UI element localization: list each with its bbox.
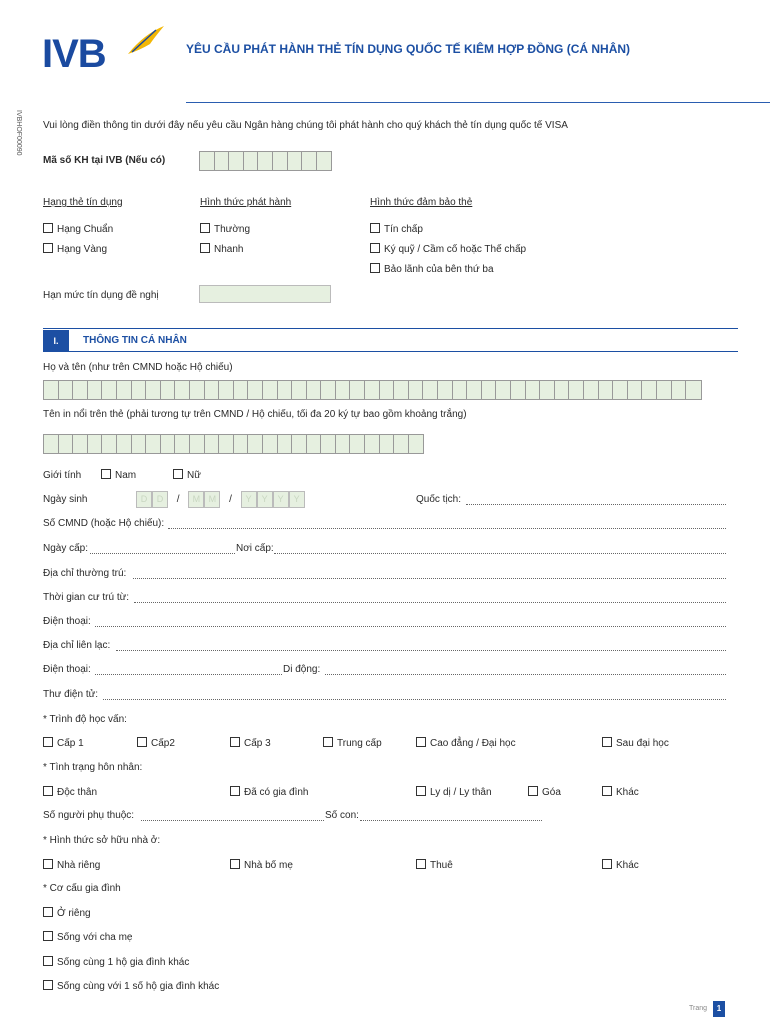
marital-option[interactable]: Đã có gia đình bbox=[230, 786, 309, 798]
nationality-input[interactable] bbox=[466, 496, 726, 505]
char-cell[interactable] bbox=[132, 435, 147, 453]
logo-feather-icon bbox=[126, 24, 166, 58]
char-cell[interactable] bbox=[321, 381, 336, 399]
char-cell[interactable] bbox=[555, 381, 570, 399]
char-cell[interactable] bbox=[102, 381, 117, 399]
marital-option[interactable]: Khác bbox=[602, 786, 639, 798]
card-class-heading: Hạng thẻ tín dụng bbox=[43, 197, 123, 208]
char-cell[interactable] bbox=[146, 381, 161, 399]
phone2-label: Điện thoại: bbox=[43, 664, 91, 675]
full-name-label: Họ và tên (như trên CMND hoặc Hộ chiếu) bbox=[43, 362, 233, 373]
customer-id-label: Mã số KH tại IVB (Nếu có) bbox=[43, 155, 166, 166]
char-cell[interactable] bbox=[409, 381, 424, 399]
checkbox[interactable] bbox=[416, 786, 426, 796]
char-cell[interactable] bbox=[336, 435, 351, 453]
family-option[interactable]: Sống cùng 1 hộ gia đình khác bbox=[43, 956, 189, 968]
education-label: * Trình độ học vấn: bbox=[43, 714, 127, 725]
char-cell[interactable] bbox=[88, 435, 103, 453]
char-cell[interactable] bbox=[161, 435, 176, 453]
char-cell[interactable] bbox=[365, 435, 380, 453]
marital-label: * Tình trạng hôn nhân: bbox=[43, 762, 143, 773]
contact-address-input[interactable] bbox=[116, 642, 726, 651]
education-option[interactable]: Trung cấp bbox=[323, 737, 382, 749]
char-cell[interactable] bbox=[380, 381, 395, 399]
marital-option[interactable]: Độc thân bbox=[43, 786, 97, 798]
family-option[interactable]: Ở riêng bbox=[43, 907, 91, 919]
char-cell[interactable] bbox=[175, 381, 190, 399]
char-cell[interactable] bbox=[278, 381, 293, 399]
id-number-label: Số CMND (hoặc Hộ chiếu): bbox=[43, 518, 165, 529]
char-cell[interactable] bbox=[482, 381, 497, 399]
checkbox[interactable] bbox=[416, 737, 426, 747]
char-cell[interactable] bbox=[146, 435, 161, 453]
education-option[interactable]: Cấp 1 bbox=[43, 737, 84, 749]
page-number: 1 bbox=[713, 1001, 725, 1017]
checkbox[interactable] bbox=[43, 223, 53, 233]
char-cell[interactable] bbox=[307, 381, 322, 399]
credit-limit-input[interactable] bbox=[199, 285, 331, 303]
issue-type-heading: Hình thức phát hành bbox=[200, 197, 292, 208]
char-cell[interactable] bbox=[526, 381, 541, 399]
card-name-input[interactable] bbox=[43, 434, 424, 454]
children-label: Số con: bbox=[325, 810, 359, 821]
education-option[interactable]: Cấp2 bbox=[137, 737, 175, 749]
checkbox[interactable] bbox=[137, 737, 147, 747]
char-cell[interactable] bbox=[175, 435, 190, 453]
char-cell[interactable] bbox=[263, 381, 278, 399]
education-option[interactable]: Sau đại học bbox=[602, 737, 669, 749]
checkbox[interactable] bbox=[323, 737, 333, 747]
checkbox[interactable] bbox=[528, 786, 538, 796]
char-cell[interactable] bbox=[59, 381, 74, 399]
education-option[interactable]: Cao đẳng / Đại học bbox=[416, 737, 516, 749]
char-cell[interactable] bbox=[117, 381, 132, 399]
checkbox[interactable] bbox=[230, 859, 240, 869]
char-cell[interactable] bbox=[248, 381, 263, 399]
credit-limit-label: Hạn mức tín dụng đề nghị bbox=[43, 290, 159, 301]
char-cell[interactable] bbox=[321, 435, 336, 453]
guarantee-heading: Hình thức đảm bảo thẻ bbox=[370, 197, 473, 208]
char-cell[interactable] bbox=[511, 381, 526, 399]
char-cell[interactable] bbox=[205, 381, 220, 399]
header-rule bbox=[186, 102, 770, 103]
customer-id-input[interactable] bbox=[199, 151, 332, 171]
page-label: Trang bbox=[689, 1005, 708, 1012]
char-cell[interactable] bbox=[132, 381, 147, 399]
contact-address-label: Địa chỉ liên lạc: bbox=[43, 640, 111, 651]
char-cell[interactable] bbox=[642, 381, 657, 399]
char-cell[interactable] bbox=[672, 381, 687, 399]
phone2-input[interactable] bbox=[95, 666, 282, 675]
phone1-input[interactable] bbox=[95, 618, 726, 627]
permanent-address-input[interactable] bbox=[133, 570, 726, 579]
checkbox[interactable] bbox=[43, 931, 53, 941]
section-rule-top bbox=[43, 328, 738, 329]
dependents-input[interactable] bbox=[141, 812, 324, 821]
family-label: * Cơ cấu gia đình bbox=[43, 883, 121, 894]
char-cell[interactable] bbox=[88, 381, 103, 399]
issue-place-label: Nơi cấp: bbox=[236, 543, 274, 554]
guarantee-unsecured[interactable]: Tín chấp bbox=[370, 223, 423, 235]
issue-type-normal[interactable]: Thường bbox=[200, 223, 250, 235]
form-code: IVBHOF00090 bbox=[15, 110, 22, 156]
card-class-gold[interactable]: Hạng Vàng bbox=[43, 243, 107, 255]
char-cell[interactable] bbox=[686, 381, 701, 399]
checkbox[interactable] bbox=[43, 243, 53, 253]
checkbox[interactable] bbox=[602, 786, 612, 796]
checkbox[interactable] bbox=[43, 980, 53, 990]
char-cell[interactable] bbox=[234, 381, 249, 399]
char-cell[interactable] bbox=[409, 435, 424, 453]
checkbox[interactable] bbox=[43, 786, 53, 796]
mobile-input[interactable] bbox=[325, 666, 726, 675]
guarantee-deposit[interactable]: Ký quỹ / Cầm cố hoặc Thế chấp bbox=[370, 243, 526, 255]
char-cell[interactable] bbox=[599, 381, 614, 399]
email-input[interactable] bbox=[103, 691, 726, 700]
checkbox[interactable] bbox=[43, 907, 53, 917]
checkbox[interactable] bbox=[230, 786, 240, 796]
section-rule-bottom bbox=[69, 351, 738, 352]
char-cell[interactable] bbox=[350, 381, 365, 399]
issue-date-input[interactable] bbox=[90, 545, 235, 554]
housing-option[interactable]: Khác bbox=[602, 859, 639, 871]
char-cell[interactable] bbox=[628, 381, 643, 399]
children-input[interactable] bbox=[360, 812, 542, 821]
checkbox[interactable] bbox=[43, 737, 53, 747]
id-number-input[interactable] bbox=[168, 520, 726, 529]
char-cell[interactable] bbox=[467, 381, 482, 399]
char-cell[interactable] bbox=[394, 381, 409, 399]
ivb-logo bbox=[42, 28, 162, 78]
residence-time-input[interactable] bbox=[134, 594, 726, 603]
char-cell[interactable] bbox=[569, 381, 584, 399]
char-cell[interactable] bbox=[307, 435, 322, 453]
char-cell[interactable] bbox=[219, 381, 234, 399]
char-cell[interactable] bbox=[380, 435, 395, 453]
permanent-address-label: Địa chỉ thường trú: bbox=[43, 568, 127, 579]
char-cell[interactable] bbox=[613, 381, 628, 399]
char-cell[interactable] bbox=[423, 381, 438, 399]
gender-label: Giới tính bbox=[43, 470, 82, 481]
mobile-label: Di động: bbox=[283, 664, 321, 675]
housing-label: * Hình thức sở hữu nhà ở: bbox=[43, 835, 161, 846]
marital-option[interactable]: Góa bbox=[528, 786, 561, 798]
char-cell[interactable] bbox=[263, 435, 278, 453]
card-class-standard[interactable]: Hạng Chuẩn bbox=[43, 223, 113, 235]
checkbox[interactable] bbox=[230, 737, 240, 747]
checkbox[interactable] bbox=[370, 223, 380, 233]
char-cell[interactable] bbox=[496, 381, 511, 399]
gender-male[interactable]: Nam bbox=[101, 469, 136, 481]
char-cell[interactable] bbox=[657, 381, 672, 399]
dependents-label: Số người phụ thuộc: bbox=[43, 810, 135, 821]
char-cell[interactable] bbox=[292, 381, 307, 399]
checkbox[interactable] bbox=[43, 859, 53, 869]
char-cell[interactable] bbox=[44, 381, 59, 399]
housing-option[interactable]: Nhà riêng bbox=[43, 859, 100, 871]
nationality-label: Quốc tịch: bbox=[416, 494, 462, 505]
section-number: I. bbox=[43, 330, 69, 352]
checkbox[interactable] bbox=[370, 243, 380, 253]
issue-type-fast[interactable]: Nhanh bbox=[200, 243, 243, 255]
issue-date-label: Ngày cấp: bbox=[43, 543, 89, 554]
housing-option[interactable]: Thuê bbox=[416, 859, 453, 871]
checkbox[interactable] bbox=[200, 223, 210, 233]
char-cell[interactable] bbox=[248, 435, 263, 453]
residence-time-label: Thời gian cư trú từ: bbox=[43, 592, 130, 603]
char-cell[interactable] bbox=[584, 381, 599, 399]
intro-text: Vui lòng điền thông tin dưới đây nếu yêu cầu Ngân hàng chúng tôi phát hành cho quý khách thẻ tín dụng quốc tế VISA bbox=[43, 120, 568, 131]
char-cell[interactable] bbox=[365, 381, 380, 399]
char-cell[interactable] bbox=[219, 435, 234, 453]
education-option[interactable]: Cấp 3 bbox=[230, 737, 271, 749]
family-option[interactable]: Sống cùng với 1 số hộ gia đình khác bbox=[43, 980, 219, 992]
char-cell[interactable] bbox=[394, 435, 409, 453]
char-cell[interactable] bbox=[44, 435, 59, 453]
checkbox[interactable] bbox=[200, 243, 210, 253]
char-cell[interactable] bbox=[278, 435, 293, 453]
checkbox[interactable] bbox=[602, 859, 612, 869]
marital-option[interactable]: Ly dị / Ly thân bbox=[416, 786, 492, 798]
section-title: THÔNG TIN CÁ NHÂN bbox=[83, 335, 187, 346]
char-cell[interactable] bbox=[190, 381, 205, 399]
phone1-label: Điện thoại: bbox=[43, 616, 91, 627]
char-cell[interactable] bbox=[73, 435, 88, 453]
guarantee-third-party[interactable]: Bảo lãnh của bên thứ ba bbox=[370, 263, 494, 275]
char-cell[interactable] bbox=[190, 435, 205, 453]
char-cell[interactable] bbox=[350, 435, 365, 453]
checkbox[interactable] bbox=[173, 469, 183, 479]
checkbox[interactable] bbox=[43, 956, 53, 966]
char-cell[interactable] bbox=[292, 435, 307, 453]
housing-option[interactable]: Nhà bố mẹ bbox=[230, 859, 293, 871]
checkbox[interactable] bbox=[602, 737, 612, 747]
char-cell[interactable] bbox=[102, 435, 117, 453]
checkbox[interactable] bbox=[416, 859, 426, 869]
char-cell[interactable] bbox=[59, 435, 74, 453]
issue-place-input[interactable] bbox=[274, 545, 726, 554]
card-name-label: Tên in nổi trên thẻ (phải tương tự trên CMND / Hộ chiếu, tối đa 20 ký tự bao gồm khoảng trắng) bbox=[43, 409, 467, 420]
dob-label: Ngày sinh bbox=[43, 494, 88, 505]
char-cell[interactable] bbox=[205, 435, 220, 453]
char-cell[interactable] bbox=[453, 381, 468, 399]
logo-text: IVB bbox=[42, 32, 106, 76]
checkbox[interactable] bbox=[370, 263, 380, 273]
char-cell[interactable] bbox=[438, 381, 453, 399]
page-title: YÊU CẦU PHÁT HÀNH THẺ TÍN DỤNG QUỐC TẾ KIÊM HỢP ĐỒNG (CÁ NHÂN) bbox=[186, 42, 631, 56]
dob-input[interactable]: D D / M M / Y Y Y Y bbox=[136, 491, 305, 508]
char-cell[interactable] bbox=[336, 381, 351, 399]
char-cell[interactable] bbox=[73, 381, 88, 399]
full-name-input[interactable] bbox=[43, 380, 702, 400]
char-cell[interactable] bbox=[540, 381, 555, 399]
char-cell[interactable] bbox=[161, 381, 176, 399]
email-label: Thư điện tử: bbox=[43, 689, 99, 700]
family-option[interactable]: Sống với cha mẹ bbox=[43, 931, 132, 943]
char-cell[interactable] bbox=[117, 435, 132, 453]
char-cell[interactable] bbox=[234, 435, 249, 453]
checkbox[interactable] bbox=[101, 469, 111, 479]
gender-female[interactable]: Nữ bbox=[173, 469, 201, 481]
